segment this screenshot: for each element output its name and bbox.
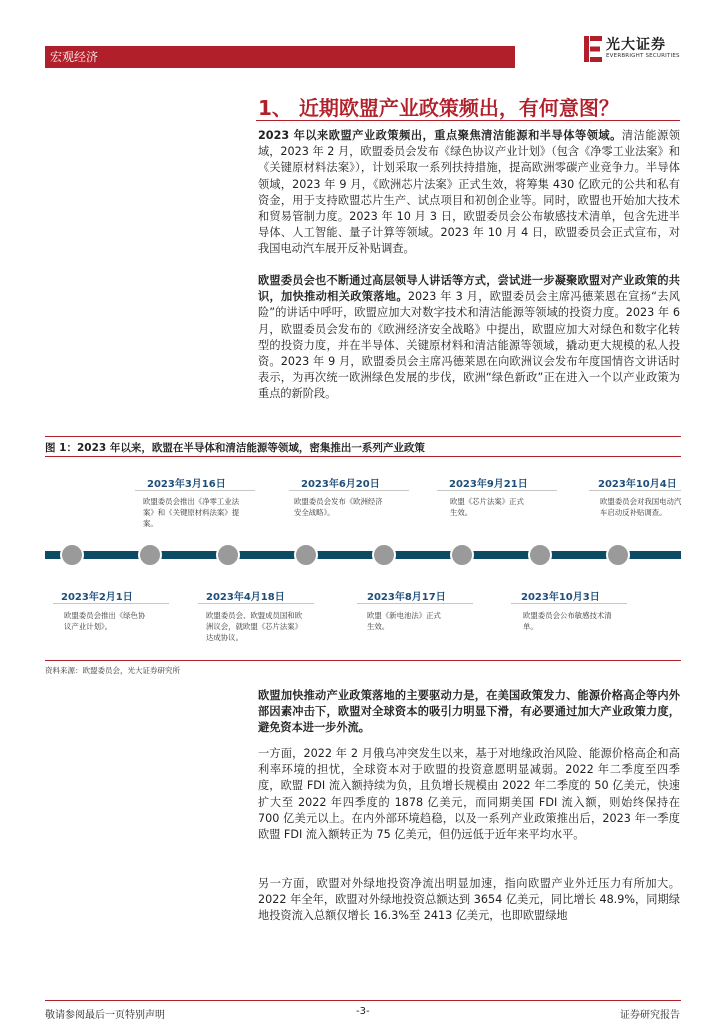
paragraph-1-body: 清洁能源领域，2023 年 2 月，欧盟委员会发布《绿色协议产业计划》（包含《净零工业法案》和《关键原材料法案》），计划采取一系列扶持措施，提高欧洲零碳产业竞争力。半导体领域，2023 年 9 月，《欧洲芯片法案》正式生效，将筹集 430 亿欧元的公共和私有资金，用于支持欧盟芯片生产、试点项目和初创企业等。同时，欧盟也开始加大技术和贸易管制力度。2023 年 10 月 3 日，欧盟委员会公布敏感技术清单，包含先进半导体、人工智能、量子计算等领域。2023 年 10 月 4 日，欧盟委员会正式宣布，对我国电动汽车展开反补贴调查。 [258,129,680,256]
timeline-divider [289,490,409,491]
logo-text-cn: 光大证券 [606,37,666,53]
timeline-date-bottom: 2023年2月1日 [61,592,133,603]
heading-rule [256,120,680,121]
footer-disclaimer: 敬请参阅最后一页特别声明 [45,1010,165,1021]
timeline-date-bottom: 2023年4月18日 [206,592,285,603]
timeline-dot [606,543,630,567]
paragraph-4 [258,746,680,843]
paragraph-2-body: 2023 年 3 月，欧盟委员会主席冯德莱恩在宣扬“去风险”的讲话中呼吁，欧盟应加大对数字技术和清洁能源等领域的投资力度。2023 年 6 月，欧盟委员会发布的《欧洲经济安全战略》中提出，欧盟应加大对绿色和数字化转型的投资力度，并在半导体、关键原材料和清洁能源等领域，撬动更大规模的私人投资。2023 年 9 月，欧盟委员会主席冯德莱恩在向欧洲议会发布年度国情咨文讲话时表示，为再次统一欧洲绿色发展的步伐，欧洲“绿色新政”正在进入一个以产业政策为重点的新阶段。 [258,290,680,401]
paragraph-3-lead: 欧盟加快推动产业政策落地的主要驱动力是，在美国政策发力、能源价格高企等内外部因素冲击下，欧盟对全球资本的吸引力明显下滑，有必要通过加大产业政策力度，避免资本进一步外流。 [258,689,680,735]
section-tag: 宏观经济 [45,46,515,68]
timeline-divider [589,490,681,491]
timeline-divider [357,603,473,604]
everbright-logo-icon [584,36,602,62]
timeline-event-top: 欧盟委员会对我国电动汽车启动反补贴调查。 [600,497,682,517]
timeline-dot [372,543,396,567]
timeline-event-bottom: 欧盟委员会推出《绿色协议产业计划》。 [64,611,146,631]
timeline-date-top: 2023年3月16日 [147,479,226,490]
paragraph-2 [258,273,680,403]
footer-report-type: 证券研究报告 [620,1010,680,1021]
page-number: -3- [356,1006,370,1017]
timeline-dot [450,543,474,567]
timeline-dot [216,543,240,567]
timeline-dot [294,543,318,567]
policy-timeline [45,462,681,652]
timeline-divider [437,490,557,491]
paragraph-5-body: 另一方面，欧盟对外绿地投资净流出明显加速，指向欧盟产业外迁压力有所加大。2022 年全年，欧盟对外绿地投资总额达到 3654 亿美元，同比增长 48.9%，同期绿地投资流入总额仅增长 16.3%至 2413 亿美元，也即欧盟绿地 [258,877,680,923]
paragraph-5 [258,876,680,925]
paragraph-1 [258,128,680,258]
timeline-event-bottom: 欧盟《新电池法》正式生效。 [367,611,441,631]
paragraph-4-body: 一方面，2022 年 2 月俄乌冲突发生以来，基于对地缘政治风险、能源价格高企和高利率环境的担忧，全球资本对于欧盟的投资意愿明显减弱。2022 年二季度至四季度，欧盟 FDI 流入额持续为负，且负增长规模由 2022 年二季度的 50 亿美元，快速扩大至 2022 年四季度的 1878 亿美元，而同期美国 FDI 流入额，则始终保持在 700 亿美元以上。在内外部环境趋稳，以及一系列产业政策推出后，2023 年一季度欧盟 FDI 流入额转正为 75 亿美元，但仍远低于近年来平均水平。 [258,747,680,842]
timeline-event-bottom: 欧盟委员会、欧盟成员国和欧洲议会，就欧盟《芯片法案》达成协议。 [206,611,303,642]
footer-rule [45,1000,681,1001]
paragraph-1-lead: 2023 年以来欧盟产业政策频出，重点聚焦清洁能源和半导体等领域。 [258,129,622,142]
timeline-divider [198,603,314,604]
figure-title: 图 1：2023 年以来，欧盟在半导体和清洁能源等领域，密集推出一系列产业政策 [45,442,425,454]
timeline-dot [138,543,162,567]
timeline-divider [135,490,255,491]
timeline-date-top: 2023年9月21日 [449,479,528,490]
logo-text-en: EVERBRIGHT SECURITIES [606,53,680,59]
page-header [0,0,724,72]
timeline-dot [60,543,84,567]
timeline-date-top: 2023年6月20日 [301,479,380,490]
timeline-date-top: 2023年10月4日 [598,479,677,490]
figure-title-rule [45,456,681,457]
paragraph-2-lead: 欧盟委员会也不断通过高层领导人讲话等方式，尝试进一步凝聚欧盟对产业政策的共识，加快推动相关政策落地。 [258,274,680,304]
figure-top-rule [45,436,681,437]
figure-bottom-rule [45,660,681,661]
timeline-date-bottom: 2023年10月3日 [521,592,600,603]
timeline-event-top: 欧盟委员会发布《欧洲经济安全战略》。 [294,497,383,517]
brand-logo [584,34,680,68]
section-heading: 1、 近期欧盟产业政策频出，有何意图？ [258,96,619,120]
figure-source: 资料来源：欧盟委员会，光大证券研究所 [45,666,180,675]
timeline-event-bottom: 欧盟委员会公布敏感技术清单。 [523,611,612,631]
timeline-event-top: 欧盟《芯片法案》正式生效。 [450,497,524,517]
timeline-divider [53,603,169,604]
timeline-divider [511,603,627,604]
timeline-event-top: 欧盟委员会推出《净零工业法案》和《关键原材料法案》提案。 [143,497,240,528]
timeline-dot [528,543,552,567]
timeline-date-bottom: 2023年8月17日 [367,592,446,603]
paragraph-3 [258,688,680,737]
